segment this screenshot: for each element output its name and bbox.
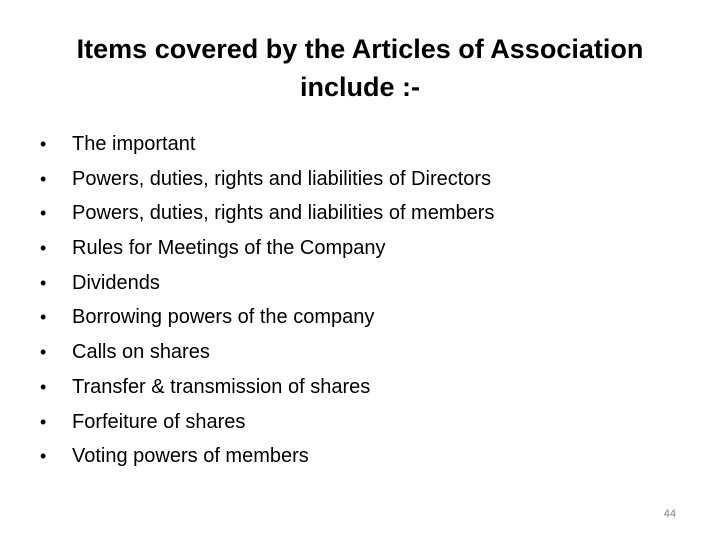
- bullet-icon: •: [40, 446, 47, 467]
- list-item: [40, 300, 680, 335]
- list-item-text: The important: [72, 133, 196, 155]
- list-item: [40, 405, 680, 440]
- list-item-text: Calls on shares: [72, 341, 210, 364]
- list-item: [40, 335, 680, 370]
- slide-title: [40, 30, 680, 106]
- list-item: [40, 370, 680, 405]
- bullet-icon: •: [40, 272, 47, 293]
- list-item-text: Powers, duties, rights and liabilities of members: [72, 202, 495, 225]
- list-item-text: Borrowing powers of the company: [72, 306, 375, 329]
- list-item-text: Transfer & transmission of shares: [72, 375, 371, 398]
- list-item-text: Forfeiture of shares: [72, 410, 246, 433]
- list-item: [40, 162, 680, 197]
- bullet-icon: •: [40, 134, 47, 154]
- bullet-icon: •: [40, 411, 47, 432]
- list-item: [40, 439, 680, 474]
- list-item-text: Powers, duties, rights and liabilities of Directors: [72, 167, 492, 190]
- bullet-icon: •: [40, 342, 47, 363]
- list-item: [40, 127, 680, 162]
- list-item: [40, 266, 680, 301]
- bullet-icon: •: [40, 168, 47, 189]
- list-item-text: Dividends: [72, 271, 160, 294]
- list-item: [40, 231, 680, 266]
- bullet-icon: •: [40, 376, 47, 397]
- list-item-text: Voting powers of members: [72, 445, 309, 468]
- bullet-icon: •: [40, 238, 47, 259]
- bullet-icon: •: [40, 307, 47, 328]
- slide-title-line-1: Items covered by the Articles of Association: [76, 34, 644, 64]
- bullet-icon: •: [40, 203, 47, 224]
- slide-title-line-2: include :-: [300, 72, 420, 102]
- bullet-list: [40, 127, 680, 474]
- list-item-text: Rules for Meetings of the Company: [72, 237, 386, 260]
- page-number: 44: [663, 508, 676, 520]
- list-item: [40, 196, 680, 231]
